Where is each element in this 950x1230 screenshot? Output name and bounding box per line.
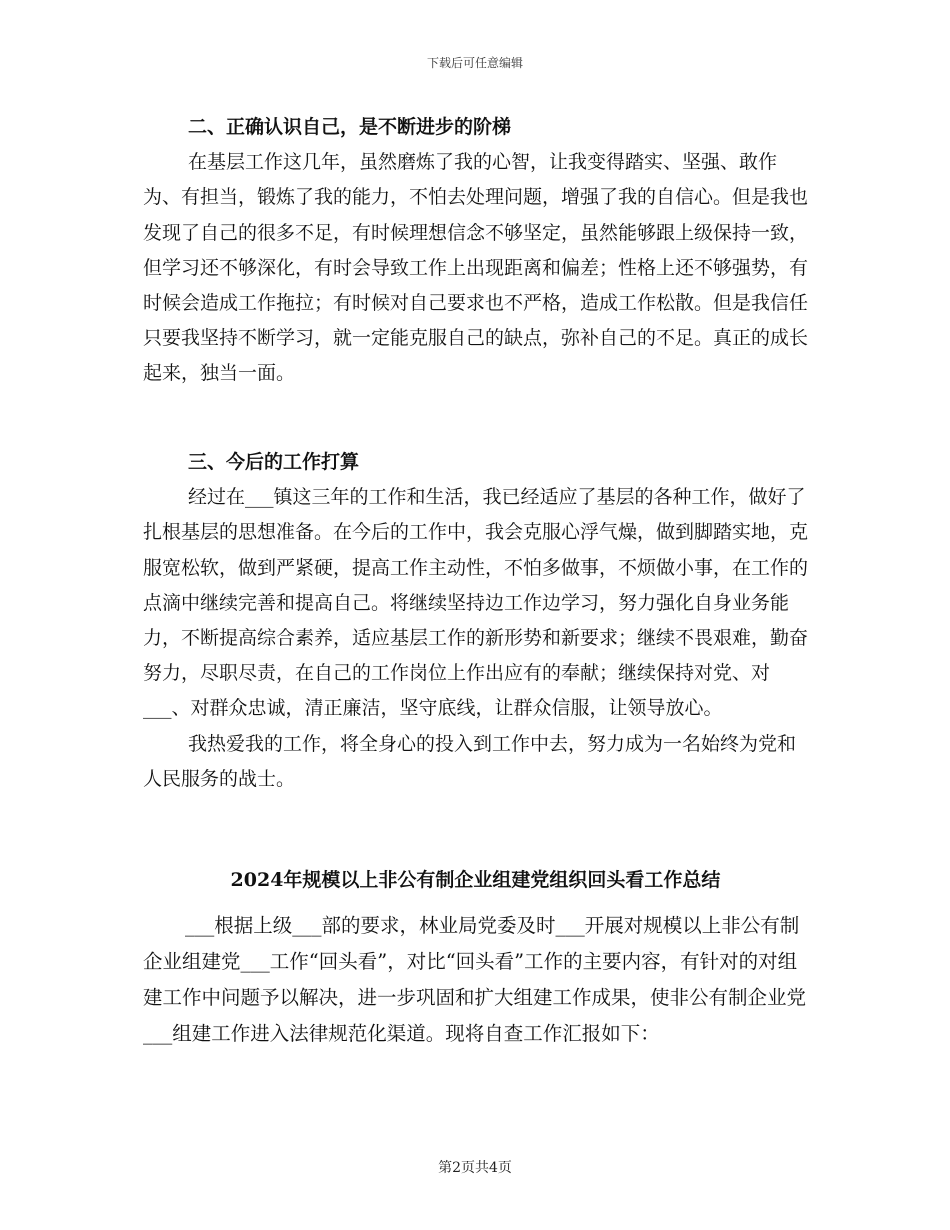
body-paragraph: 经过在___镇这三年的工作和生活，我已经适应了基层的各种工作，做好了扎根基层的思想准备。在今后的工作中，我会克服心浮气燥，做到脚踏实地，克服宽松软，做到严紧硬，提高工作主动性，不怕多做事，不烦做小事，在工作的点滴中继续完善和提高自己。将继续坚持边工作边学习，努力强化自身业务能力，不断提高综合素养，适应基层工作的新形势和新要求；继续不畏艰难，勤奋努力，尽职尽责，在自己的工作岗位上作出应有的奉献；继续保持对党、对___、对群众忠诚，清正廉洁，坚守底线，让群众信服，让领导放心。 bbox=[143, 486, 809, 720]
section-3 bbox=[143, 445, 808, 797]
body-paragraph: 在基层工作这几年，虽然磨炼了我的心智，让我变得踏实、坚强、敢作为、有担当，锻炼了我的能力，不怕去处理问题，增强了我的自信心。但是我也发现了自己的很多不足，有时候理想信念不够坚定，虽然能够跟上级保持一致，但学习还不够深化，有时会导致工作上出现距离和偏差；性格上还不够强势，有时候会造成工作拖拉；有时候对自己要求也不严格，造成工作松散。但是我信任只要我坚持不断学习，就一定能克服自己的缺点，弥补自己的不足。真正的成长起来，独当一面。 bbox=[143, 151, 809, 385]
section-2 bbox=[143, 110, 808, 392]
page-number: 第2页共4页 bbox=[438, 1160, 512, 1176]
body-paragraph: 我热爱我的工作，将全身心的投入到工作中去，努力成为一名始终为党和人民服务的战士。 bbox=[143, 732, 797, 790]
section-heading: 三、今后的工作打算 bbox=[188, 451, 360, 473]
article-title: 2024年规模以上非公有制企业组建党组织回头看工作总结 bbox=[230, 869, 721, 891]
body-paragraph: ___根据上级___部的要求，林业局党委及时___开展对规模以上非公有制企业组建党___工作“回头看”，对比“回头看”工作的主要内容，有针对的对组建工作中问题予以解决，进一步巩固和扩大组建工作成果，使非公有制企业党___组建工作进入法律规范化渠道。现将自查工作汇报如下： bbox=[143, 914, 807, 1045]
section-heading: 二、正确认识自己，是不断进步的阶梯 bbox=[188, 116, 512, 138]
page-header: 下载后可任意编辑 bbox=[426, 56, 523, 70]
